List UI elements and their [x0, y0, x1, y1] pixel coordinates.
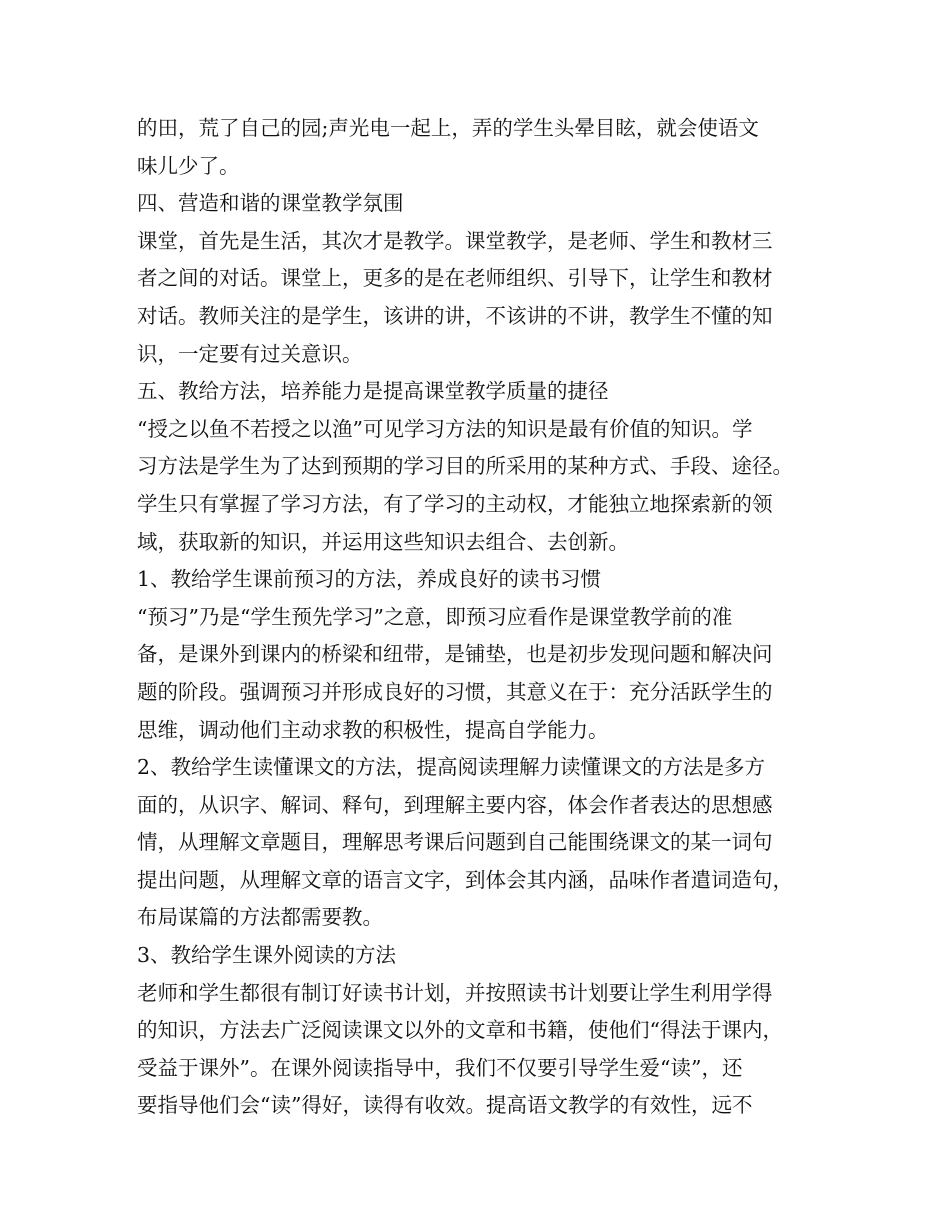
- text-line: 味儿少了。: [137, 153, 240, 178]
- text-line: 要指导他们会“读”得好，读得有收效。提高语文教学的有效性，远不: [137, 1093, 753, 1118]
- text-line: 习方法是学生为了达到预期的学习目的所采用的某种方式、手段、途径。: [137, 454, 793, 479]
- text-line: “授之以鱼不若授之以渔”可见学习方法的知识是最有价值的知识。学: [137, 416, 753, 441]
- text-line: 情，从理解文章题目，理解思考课后问题到自己能围绕课文的某一词句: [137, 830, 773, 855]
- text-line: 学生只有掌握了学习方法，有了学习的主动权，才能独立地探索新的领: [137, 491, 773, 516]
- text-line: “预习”乃是“学生预先学习”之意，即预习应看作是课堂教学前的准: [137, 604, 733, 629]
- text-line: 备，是课外到课内的桥梁和纽带，是铺垫，也是初步发现问题和解决问: [137, 642, 773, 667]
- text-line: 域，获取新的知识，并运用这些知识去组合、去创新。: [137, 529, 629, 554]
- subsection-heading: 1、教给学生课前预习的方法，养成良好的读书习惯: [137, 567, 602, 592]
- subsection-heading: 3、教给学生课外阅读的方法: [137, 943, 397, 968]
- text-line: 课堂，首先是生活，其次才是教学。课堂教学，是老师、学生和教材三: [137, 228, 773, 253]
- text-line: 受益于课外”。在课外阅读指导中，我们不仅要引导学生爱“读”，还: [137, 1055, 743, 1080]
- text-line: 老师和学生都很有制订好读书计划，并按照读书计划要让学生利用学得: [137, 980, 773, 1005]
- text-line: 面的，从识字、解词、释句，到理解主要内容，体会作者表达的思想感: [137, 792, 773, 817]
- text-line: 提出问题，从理解文章的语言文字，到体会其内涵，品味作者遣词造句，: [137, 867, 793, 892]
- document-body: [137, 110, 817, 1125]
- text-line: 对话。教师关注的是学生，该讲的讲，不该讲的不讲，教学生不懂的知: [137, 303, 773, 328]
- text-line: 题的阶段。强调预习并形成良好的习惯，其意义在于：充分活跃学生的: [137, 679, 773, 704]
- section-heading: 五、教给方法，培养能力是提高课堂教学质量的捷径: [137, 379, 609, 404]
- text-line: 布局谋篇的方法都需要教。: [137, 905, 383, 930]
- text-line: 的知识，方法去广泛阅读课文以外的文章和书籍，使他们“得法于课内，: [137, 1018, 783, 1043]
- section-heading: 四、营造和谐的课堂教学氛围: [137, 191, 404, 216]
- subsection-heading: 2、教给学生读懂课文的方法，提高阅读理解力读懂课文的方法是多方: [137, 755, 766, 780]
- text-line: 识，一定要有过关意识。: [137, 341, 363, 366]
- text-line: 思维，调动他们主动求教的积极性，提高自学能力。: [137, 717, 609, 742]
- text-line: 的田，荒了自己的园;声光电一起上，弄的学生头晕目眩，就会使语文: [137, 116, 759, 140]
- text-line: 者之间的对话。课堂上，更多的是在老师组织、引导下，让学生和教材: [137, 266, 773, 291]
